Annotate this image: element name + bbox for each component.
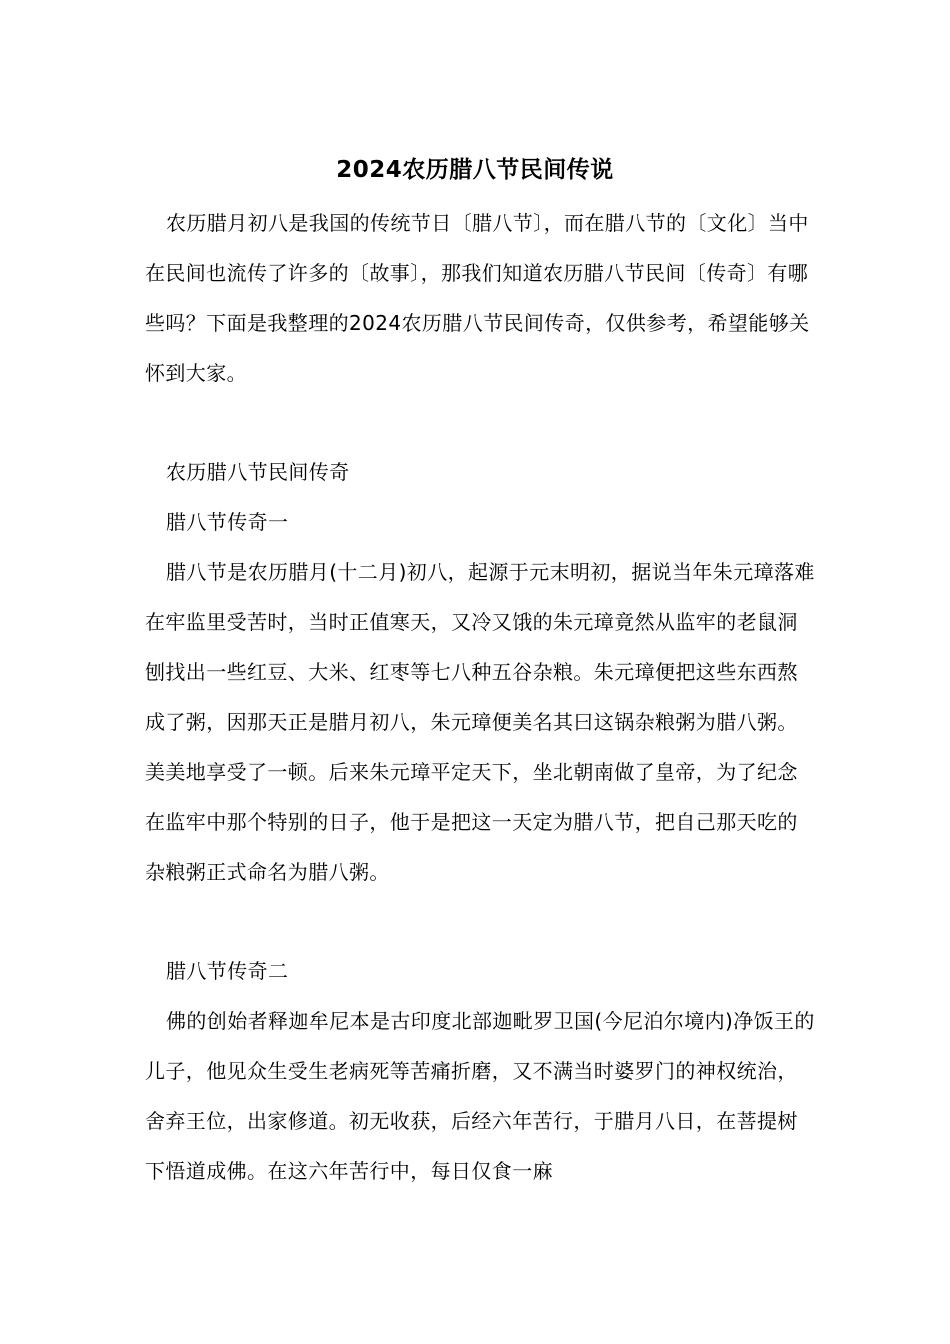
legend-two-paragraph: 佛的创始者释迦牟尼本是古印度北部迦毗罗卫国(今尼泊尔境内)净饭王的儿子，他见众生受生老病死等苦痛折磨，又不满当时婆罗门的神权统治，舍弃王位，出家修道。初无收获，后经六年苦行，于腊月八日，在菩提树下悟道成佛。在这六年苦行中，每日仅食一麻: [145, 1009, 815, 1183]
document-title: 2024农历腊八节民间传说: [336, 157, 614, 183]
legend-one-heading: 腊八节传奇一: [166, 510, 289, 534]
legend-two-heading: 腊八节传奇二: [166, 959, 289, 983]
intro-paragraph: 农历腊月初八是我国的传统节日〔腊八节〕，而在腊八节的〔文化〕当中在民间也流传了许多的〔故事〕，那我们知道农历腊八节民间〔传奇〕有哪些吗？下面是我整理的2024农历腊八节民间传奇，仅供参考，希望能够关怀到大家。: [145, 211, 810, 385]
section-heading: 农历腊八节民间传奇: [166, 460, 350, 484]
legend-one-paragraph: 腊八节是农历腊月(十二月)初八，起源于元末明初，据说当年朱元璋落难在牢监里受苦时，当时正值寒天，又冷又饿的朱元璋竟然从监牢的老鼠洞刨找出一些红豆、大米、红枣等七八种五谷杂粮。朱元璋便把这些东西熬成了粥，因那天正是腊月初八，朱元璋便美名其曰这锅杂粮粥为腊八粥。美美地享受了一顿。后来朱元璋平定天下，坐北朝南做了皇帝，为了纪念在监牢中那个特别的日子，他于是把这一天定为腊八节，把自己那天吃的杂粮粥正式命名为腊八粥。: [145, 560, 815, 884]
